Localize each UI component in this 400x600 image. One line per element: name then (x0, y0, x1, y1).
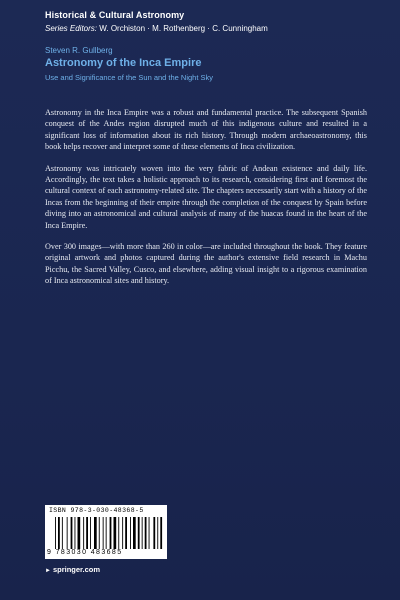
barcode-bar (145, 517, 147, 549)
blurb-paragraph-3: Over 300 images—with more than 260 in color—are included throughout the book. They feature original artwork and photos captured during the author's extensive field research in Machu Picchu, the Sacred Valley, Cusco, and elsewhere, adding visual insight to a rigorous examination of Inca astronomical sites and history. (45, 242, 367, 286)
isbn-barcode (45, 505, 167, 559)
barcode-bar (138, 517, 140, 549)
barcode-bar (86, 517, 88, 549)
barcode-bar (133, 517, 136, 549)
barcode-bar (62, 517, 63, 549)
barcode-bar (160, 517, 162, 549)
barcode-bar (55, 517, 56, 549)
barcode-bar (103, 517, 104, 549)
blurb-paragraph-1: Astronomy in the Inca Empire was a robust and fundamental practice. The subsequent Spanish conquest of the Andes region disrupted much of this indigenous culture and resulted in a significant loss of information about its rich history. Through modern archaeoastronomy, this book helps recover and interpret some of these elements of Inca civilization. (45, 108, 367, 152)
barcode-bar (94, 517, 97, 549)
barcode-bar (157, 517, 158, 549)
series-editors-label: Series Editors: (45, 24, 98, 33)
barcode-bar (71, 517, 73, 549)
barcode-bar (106, 517, 107, 549)
barcode-bar (118, 517, 119, 549)
barcode-bar (114, 517, 117, 549)
barcode-bar (99, 517, 100, 549)
barcode-digits: 9 783030 483685 (47, 549, 123, 556)
barcode-bar (130, 517, 131, 549)
barcode-bar (67, 517, 68, 549)
publisher-url: springer.com (52, 565, 101, 574)
publisher-link[interactable] (45, 565, 100, 574)
barcode-bar (153, 517, 155, 549)
blurb-paragraph-2: Astronomy was intricately woven into the very fabric of Andean existence and daily life. Accordingly, the text takes a holistic approach to its research, considering first and foremost the cultural context of each astronomy-related site. The chapters necessarily start with a history of the Incas from the beginning of their empire through the completion of the conquest by Spain before diving into an astronomical and cultural analysis of many of the huacas found in the heart of the Inca Empire. (45, 163, 367, 230)
blurb (45, 107, 367, 297)
barcode-bar (90, 517, 91, 549)
series-editors-names: W. Orchiston · M. Rothenberg · C. Cunningham (99, 24, 268, 33)
book-title: Astronomy of the Inca Empire (45, 57, 202, 69)
barcode-bar (78, 517, 81, 549)
barcode-bar (149, 517, 150, 549)
barcode-bar (142, 517, 143, 549)
barcode-bar (122, 517, 123, 549)
barcode-bar (58, 517, 60, 549)
isbn-number: ISBN 978-3-030-48368-5 (49, 507, 144, 514)
barcode-bar (83, 517, 84, 549)
book-author: Steven R. Gullberg (45, 46, 113, 55)
series-editors (45, 24, 268, 33)
book-subtitle: Use and Significance of the Sun and the Night Sky (45, 73, 214, 82)
barcode-bar (110, 517, 112, 549)
barcode-bar (125, 517, 127, 549)
barcode-bar (75, 517, 76, 549)
series-title: Historical & Cultural Astronomy (45, 10, 185, 20)
arrow-icon: ► (45, 568, 51, 574)
barcode-bars (49, 517, 163, 549)
